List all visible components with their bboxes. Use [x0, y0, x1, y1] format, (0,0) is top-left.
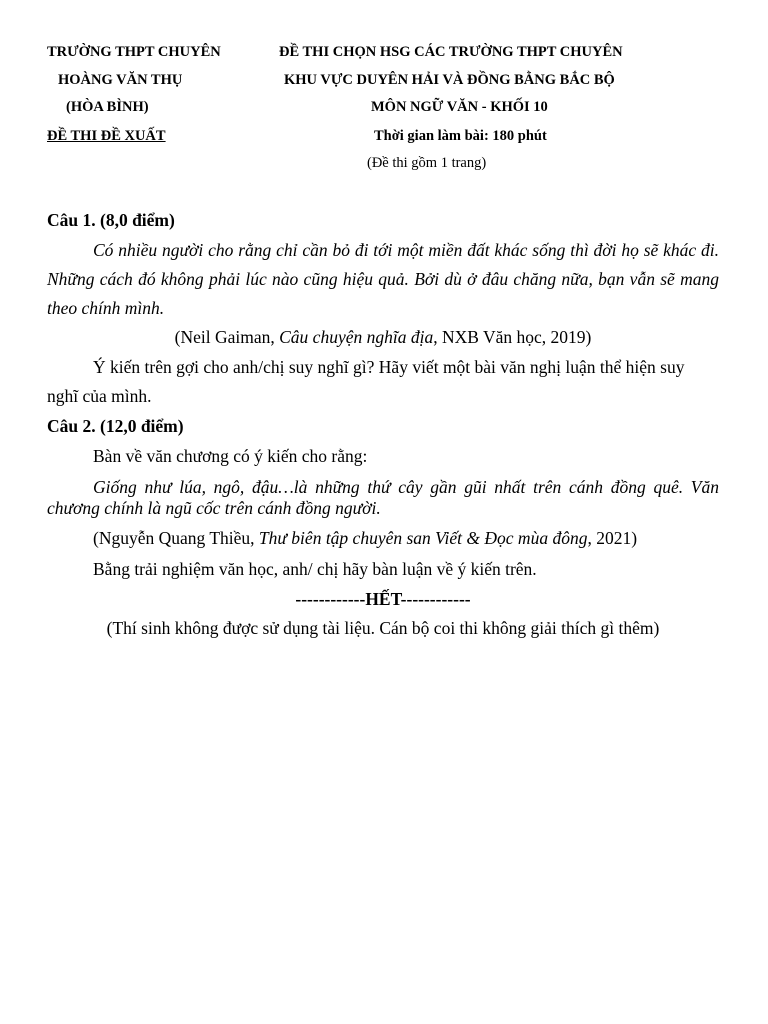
question1-source-prefix: (Neil Gaiman,: [174, 327, 280, 347]
end-marker: ------------HẾT------------: [295, 589, 471, 609]
school-name-line1: TRƯỜNG THPT CHUYÊN: [47, 44, 221, 60]
question2-title: Câu 2. (12,0 điểm): [47, 416, 184, 436]
exam-title-line2: KHU VỰC DUYÊN HẢI VÀ ĐỒNG BẰNG BẮC BỘ: [284, 72, 615, 88]
question2-prompt: Bằng trải nghiệm văn học, anh/ chị hãy bàn luận về ý kiến trên.: [93, 559, 537, 579]
exam-title-line1: ĐỀ THI CHỌN HSG CÁC TRƯỜNG THPT CHUYÊN: [279, 44, 623, 60]
exam-duration: Thời gian làm bài: 180 phút: [374, 128, 547, 144]
question1-quote: Có nhiều người cho rằng chỉ cần bỏ đi tới một miền đất khác sống thì đời họ sẽ khác đi. Những cách đó không phải lúc nào cũng hiệu quả. Bởi dù ở đâu chăng nữa, bạn vẫn sẽ mang theo chính mình.: [47, 240, 719, 318]
question2-source: [47, 524, 719, 553]
exam-subject: MÔN NGỮ VĂN - KHỐI 10: [371, 99, 548, 115]
exam-type-label: ĐỀ THI ĐỀ XUẤT: [47, 128, 166, 144]
question2-source-title: Thư biên tập chuyên san Viết & Đọc mùa đông: [258, 528, 588, 548]
question1-title: Câu 1. (8,0 điểm): [47, 210, 175, 230]
school-province: (HÒA BÌNH): [66, 99, 149, 115]
question2-intro: Bàn về văn chương có ý kiến cho rằng:: [93, 446, 368, 466]
question1-source: [47, 323, 719, 352]
question2-source-prefix: (Nguyễn Quang Thiều,: [93, 528, 259, 548]
question1-source-title: Câu chuyện nghĩa địa: [279, 327, 434, 347]
question1-prompt: Ý kiến trên gợi cho anh/chị suy nghĩ gì? Hãy viết một bài văn nghị luận thể hiện suy nghĩ của mình.: [47, 357, 685, 406]
exam-page-count: (Đề thi gồm 1 trang): [367, 155, 487, 171]
question2-quote: Giống như lúa, ngô, đậu…là những thứ cây gần gũi nhất trên cánh đồng quê. Văn chương chính là ngũ cốc trên cánh đồng người.: [47, 477, 719, 518]
exam-note: (Thí sinh không được sử dụng tài liệu. Cán bộ coi thi không giải thích gì thêm): [106, 618, 660, 638]
question2-source-suffix: , 2021): [587, 528, 638, 548]
question1-source-suffix: , NXB Văn học, 2019): [433, 327, 592, 347]
school-name-line2: HOÀNG VĂN THỤ: [58, 72, 183, 88]
